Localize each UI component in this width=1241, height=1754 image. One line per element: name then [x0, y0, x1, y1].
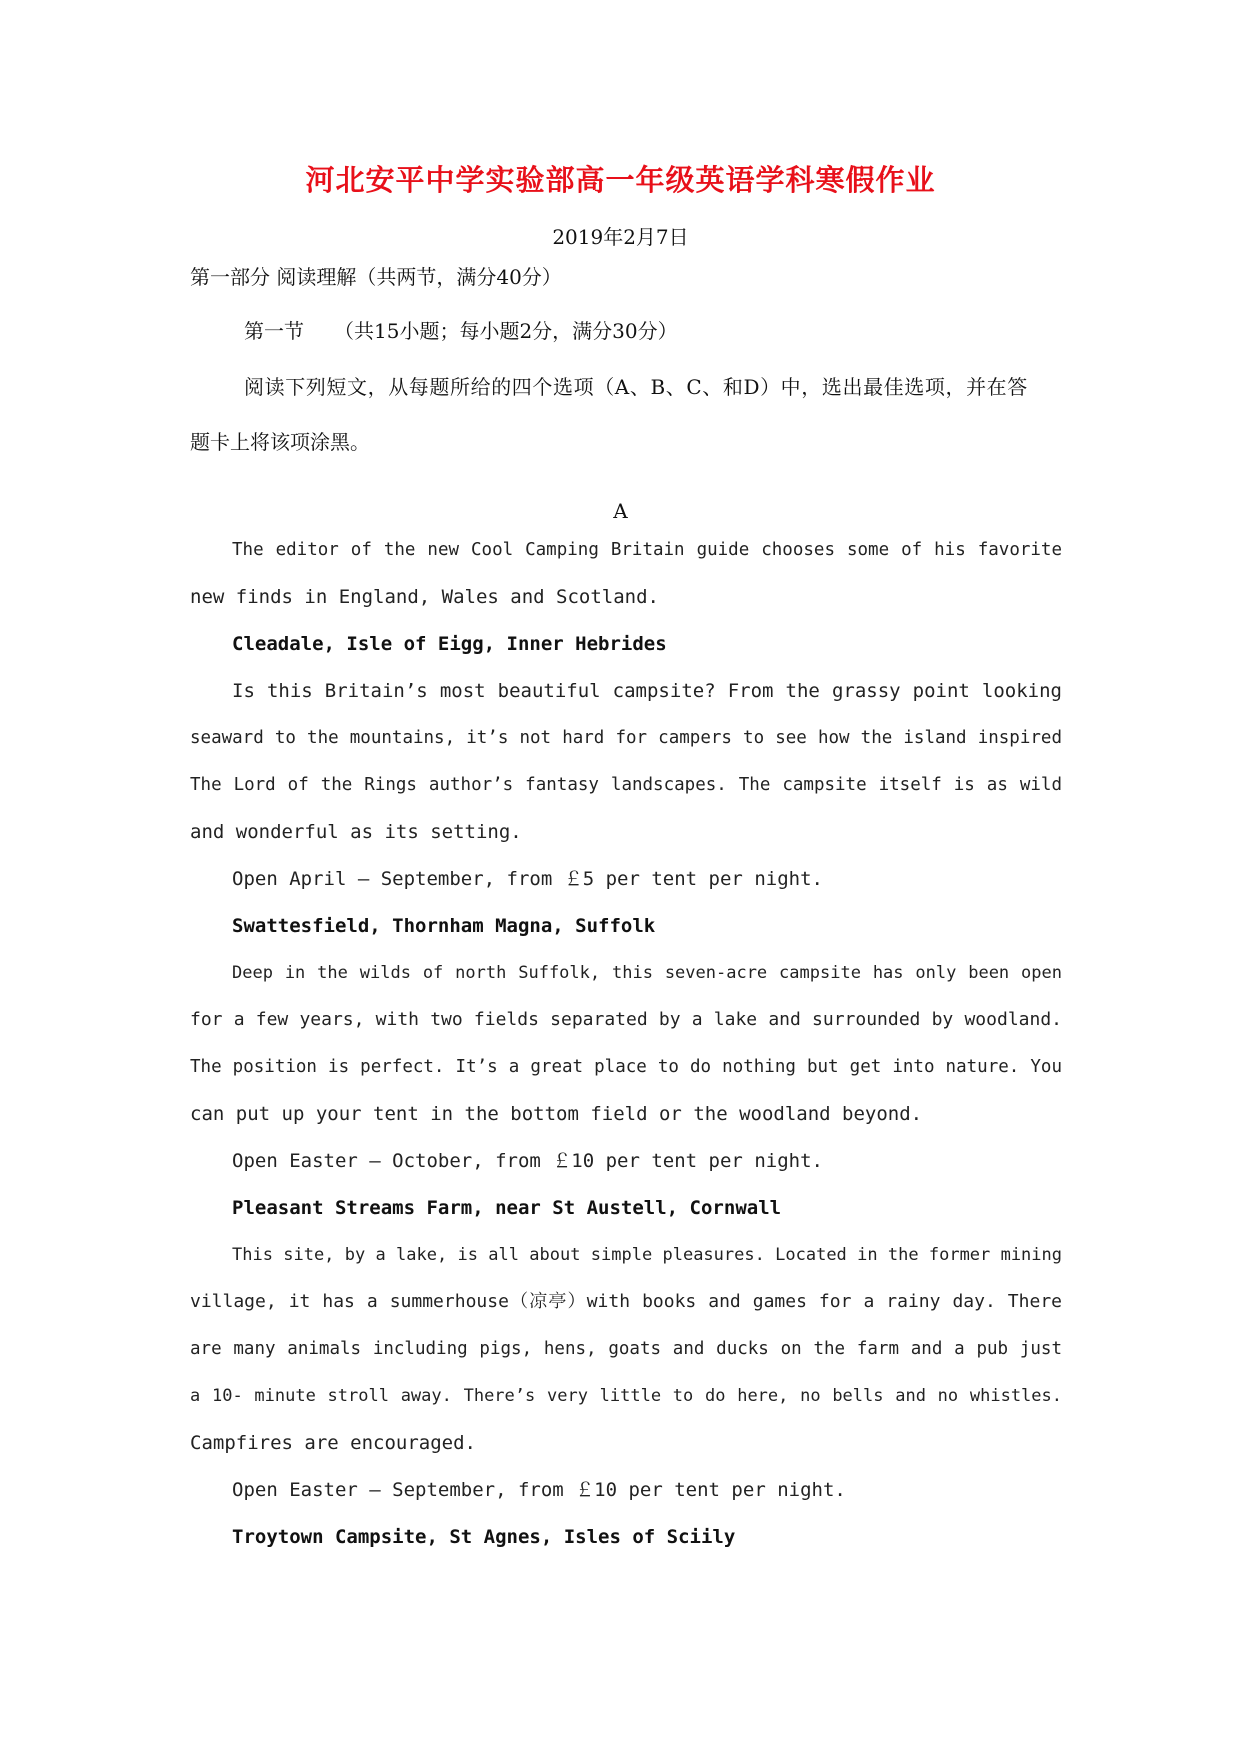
intro-line: The editor of the new Cool Camping Britain guide chooses some of his favorite [232, 540, 1062, 560]
site-open-info: Open Easter — September, from ￡10 per tent per night. [232, 1479, 846, 1501]
site-desc-line: Campfires are encouraged. [190, 1432, 476, 1454]
site-heading-cleadale: Cleadale, Isle of Eigg, Inner Hebrides [232, 633, 667, 655]
site-desc-line: The Lord of the Rings author’s fantasy landscapes. The campsite itself is as wild [190, 775, 1062, 795]
site-desc-line: Deep in the wilds of north Suffolk, this seven-acre campsite has only been open [232, 963, 1062, 983]
site-heading-swattesfield: Swattesfield, Thornham Magna, Suffolk [232, 915, 656, 937]
site-desc-line: The position is perfect. It’s a great place to do nothing but get into nature. You [190, 1057, 1062, 1077]
document-date: 2019年2月7日 [552, 225, 689, 249]
section-heading: 第一节 （共15小题；每小题2分，满分30分） [244, 319, 678, 343]
site-desc-line: a 10- minute stroll away. There’s very little to do here, no bells and no whistles. [190, 1386, 1062, 1406]
site-desc-line: This site, by a lake, is all about simple pleasures. Located in the former mining [232, 1245, 1062, 1265]
site-desc-line: are many animals including pigs, hens, goats and ducks on the farm and a pub just [190, 1339, 1062, 1359]
passage-body [190, 0, 1062, 1754]
document-title: 河北安平中学实验部高一年级英语学科寒假作业 [305, 163, 936, 197]
site-desc-line: Is this Britain’s most beautiful campsite? From the grassy point looking [232, 680, 1062, 702]
site-open-info: Open April — September, from ￡5 per tent per night. [232, 868, 823, 890]
site-open-info: Open Easter — October, from ￡10 per tent per night. [232, 1150, 823, 1172]
site-desc-line: village, it has a summerhouse（凉亭）with books and games for a rainy day. There [190, 1291, 1062, 1312]
instructions-line-2: 题卡上将该项涂黑。 [190, 430, 370, 454]
site-heading-troytown: Troytown Campsite, St Agnes, Isles of Sciily [232, 1526, 736, 1548]
instructions-line-1: 阅读下列短文，从每题所给的四个选项（A、B、C、和D）中，选出最佳选项，并在答 [244, 375, 1028, 399]
passage-label: A [613, 499, 628, 523]
site-desc-line: seaward to the mountains, it’s not hard for campers to see how the island inspired [190, 728, 1062, 748]
site-desc-line: can put up your tent in the bottom field or the woodland beyond. [190, 1103, 923, 1125]
site-desc-line: for a few years, with two fields separated by a lake and surrounded by woodland. [190, 1009, 1062, 1030]
site-heading-pleasant-streams: Pleasant Streams Farm, near St Austell, Cornwall [232, 1197, 782, 1219]
part-heading: 第一部分 阅读理解（共两节，满分40分） [190, 265, 562, 289]
site-desc-line: and wonderful as its setting. [190, 821, 522, 843]
intro-line: new finds in England, Wales and Scotland. [190, 586, 659, 608]
